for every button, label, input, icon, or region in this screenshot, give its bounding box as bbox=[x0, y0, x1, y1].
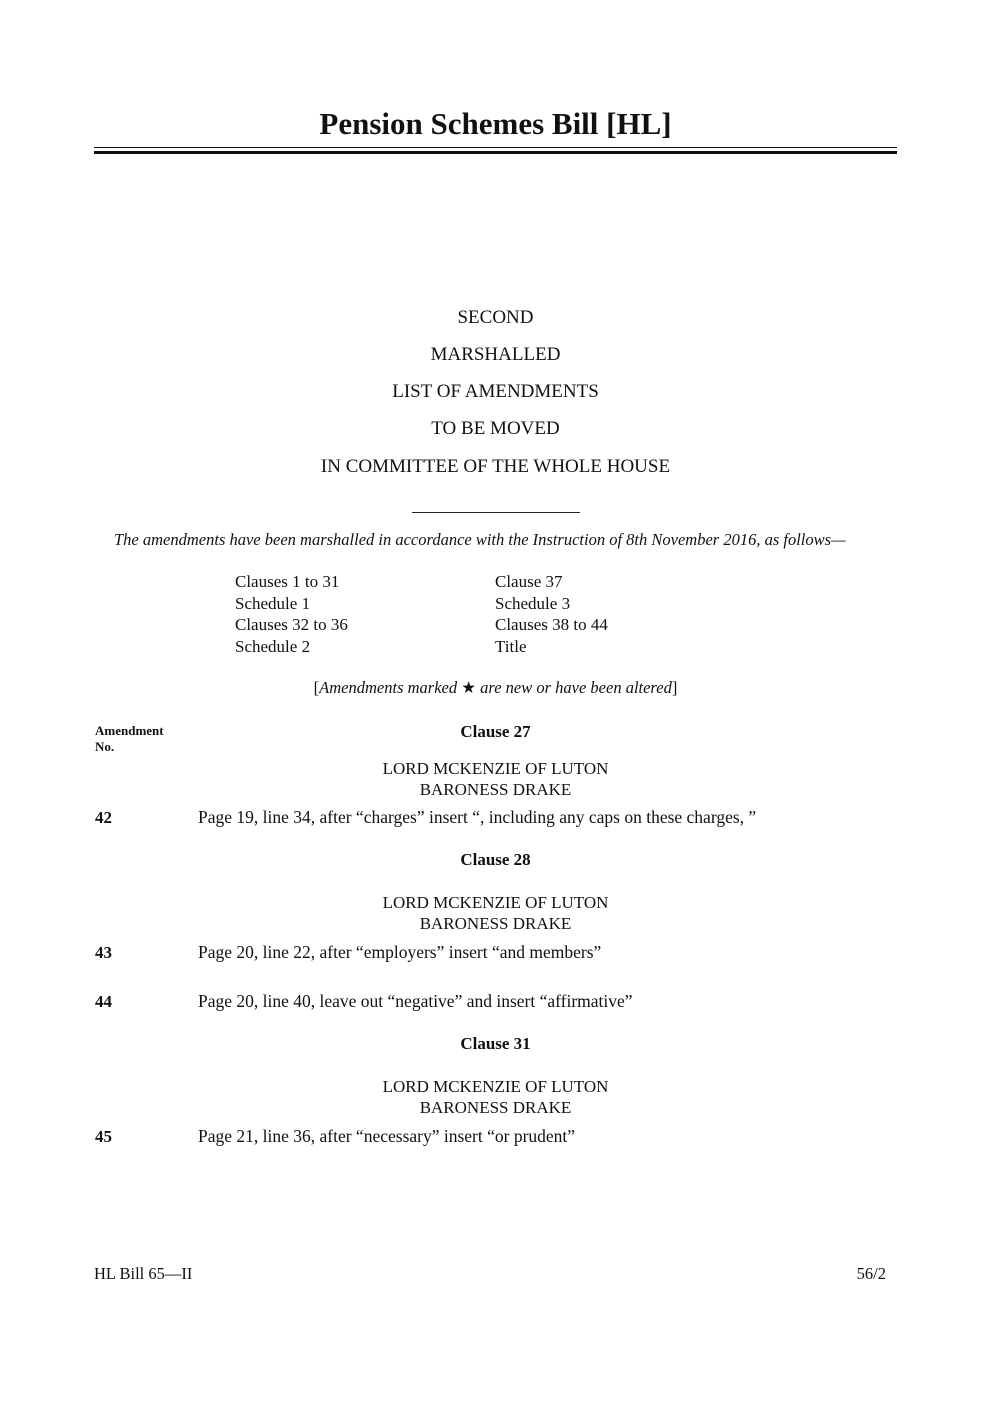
amendment-number: 45 bbox=[95, 1127, 112, 1146]
section-divider bbox=[412, 512, 580, 513]
intro-paragraph bbox=[94, 529, 897, 550]
order-item: Clauses 1 to 31 bbox=[235, 572, 340, 591]
heading-line-5: IN COMMITTEE OF THE WHOLE HOUSE bbox=[320, 456, 671, 477]
document-title: Pension Schemes Bill [HL] bbox=[319, 106, 672, 141]
order-item: Clauses 32 to 36 bbox=[235, 615, 348, 634]
order-item: Schedule 2 bbox=[235, 636, 311, 656]
title-rule-thin bbox=[94, 147, 897, 148]
amendment-header-line2: No. bbox=[95, 739, 115, 754]
order-item: Schedule 1 bbox=[235, 593, 311, 613]
order-item: Clause 37 bbox=[495, 572, 563, 591]
heading-line-2: MARSHALLED bbox=[430, 344, 561, 365]
sponsor-name: LORD MCKENZIE OF LUTON bbox=[382, 1077, 609, 1096]
sponsor-name: BARONESS DRAKE bbox=[419, 1098, 572, 1117]
heading-line-4: TO BE MOVED bbox=[431, 418, 560, 439]
heading-line-3: LIST OF AMENDMENTS bbox=[392, 381, 599, 402]
sponsors bbox=[0, 758, 991, 800]
sponsor-name: LORD MCKENZIE OF LUTON bbox=[382, 893, 609, 912]
note-bracket-open: [ bbox=[313, 678, 320, 697]
order-right-column bbox=[495, 571, 608, 657]
clause-heading: Clause 27 bbox=[460, 722, 531, 741]
amendment-text: Page 19, line 34, after “charges” insert “, including any caps on these charges, ” bbox=[198, 807, 757, 827]
note-bracket-close: ] bbox=[671, 678, 678, 697]
clause-heading: Clause 31 bbox=[460, 1034, 531, 1053]
note-text-before: Amendments marked bbox=[319, 678, 462, 697]
amendment-header-line1: Amendment bbox=[95, 723, 164, 738]
amendment-text: Page 20, line 40, leave out “negative” and insert “affirmative” bbox=[198, 991, 633, 1011]
amendment-number: 43 bbox=[95, 943, 112, 962]
sponsors bbox=[0, 1076, 991, 1118]
amendment-number: 42 bbox=[95, 808, 112, 827]
amendment-text: Page 21, line 36, after “necessary” insert “or prudent” bbox=[198, 1126, 576, 1146]
heading-line-1: SECOND bbox=[457, 307, 534, 328]
order-item: Schedule 3 bbox=[495, 593, 571, 613]
bill-reference: HL Bill 65—II bbox=[94, 1264, 193, 1283]
order-item: Title bbox=[495, 636, 527, 656]
clause-heading: Clause 28 bbox=[460, 850, 531, 869]
note-text-after: are new or have been altered bbox=[476, 678, 672, 697]
sponsor-name: BARONESS DRAKE bbox=[419, 914, 572, 933]
title-rule-thick bbox=[94, 151, 897, 154]
page-reference: 56/2 bbox=[856, 1264, 886, 1283]
amendment-text: Page 20, line 22, after “employers” insert “and members” bbox=[198, 942, 602, 962]
amendments-note bbox=[0, 678, 991, 698]
order-item: Clauses 38 to 44 bbox=[495, 615, 608, 634]
sponsor-name: BARONESS DRAKE bbox=[419, 780, 572, 799]
sponsor-name: LORD MCKENZIE OF LUTON bbox=[382, 759, 609, 778]
order-left-column bbox=[235, 571, 348, 657]
sponsors bbox=[0, 892, 991, 934]
star-icon: ★ bbox=[461, 678, 477, 697]
intro-text: The amendments have been marshalled in accordance with the Instruction of 8th November 2016, as follows— bbox=[114, 530, 846, 549]
amendment-number: 44 bbox=[95, 992, 112, 1011]
